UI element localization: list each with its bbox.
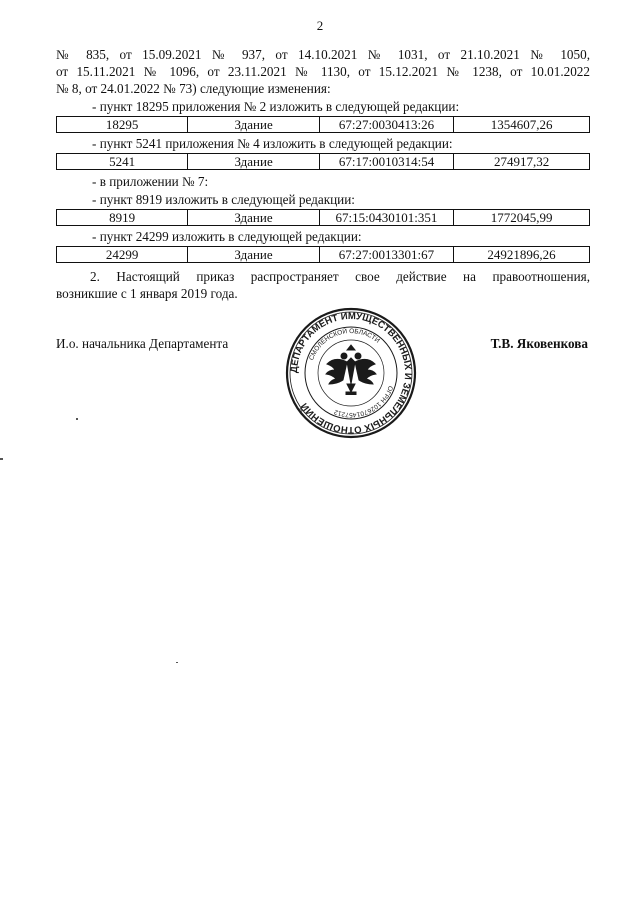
table-row-2	[56, 153, 590, 170]
seal-outer-text: ДЕПАРТАМЕНТ ИМУЩЕСТВЕННЫХ И ЗЕМЕЛЬНЫХ ОТНОШЕНИЙ	[288, 310, 414, 436]
clause-2-line-2: возникшие с 1 января 2019 года.	[56, 286, 238, 301]
row-2-value: 274917,32	[454, 154, 590, 170]
row-1-value: 1354607,26	[454, 117, 590, 133]
row-2-num: 5241	[57, 154, 188, 170]
item-line-2: - пункт 5241 приложения № 4 изложить в следующей редакции:	[92, 136, 453, 151]
clause-2	[56, 268, 590, 302]
row-4-type: Здание	[188, 247, 319, 263]
intro-line-2: от 15.11.2021 № 1096, от 23.11.2021 № 1130, от 15.12.2021 № 1238, от 10.01.2022	[56, 64, 590, 79]
page-number: 2	[316, 18, 324, 33]
table-row-1	[56, 116, 590, 133]
row-3-value: 1772045,99	[454, 210, 590, 226]
scan-artifact	[176, 662, 178, 663]
item-line-4: - пункт 8919 изложить в следующей редакции:	[92, 192, 355, 207]
row-4-value: 24921896,26	[454, 247, 590, 263]
row-3-num: 8919	[57, 210, 188, 226]
seal-ogrn-text: ОГРН 1026701457212	[333, 384, 394, 419]
signatory-name: Т.В. Яковенкова	[490, 336, 588, 351]
row-3-cadastral: 67:15:0430101:351	[319, 210, 453, 226]
official-seal-icon	[284, 306, 418, 440]
row-2-type: Здание	[188, 154, 320, 170]
scan-artifact	[0, 458, 3, 460]
row-1-cadastral: 67:27:0030413:26	[319, 117, 453, 133]
item-line-1: - пункт 18295 приложения № 2 изложить в следующей редакции:	[92, 99, 460, 114]
row-2-cadastral: 67:17:0010314:54	[319, 154, 453, 170]
signatory-title: И.о. начальника Департамента	[56, 336, 229, 351]
table-row-3	[56, 209, 590, 226]
scan-artifact	[76, 418, 78, 420]
clause-2-line-1: 2. Настоящий приказ распространяет свое действие на правоотношения,	[90, 269, 590, 284]
intro-paragraph	[56, 46, 590, 97]
item-line-5: - пункт 24299 изложить в следующей редакции:	[92, 229, 362, 244]
table-row-4	[56, 246, 590, 263]
row-4-cadastral: 67:27:0013301:67	[319, 247, 453, 263]
seal-inner-text: СМОЛЕНСКОЙ ОБЛАСТИ	[308, 327, 381, 362]
coat-of-arms-icon	[326, 345, 376, 395]
row-1-num: 18295	[57, 117, 188, 133]
intro-line-3: № 8, от 24.01.2022 № 73) следующие изменения:	[56, 81, 331, 96]
item-line-3: - в приложении № 7:	[92, 174, 209, 189]
intro-line-1: № 835, от 15.09.2021 № 937, от 14.10.2021 № 1031, от 21.10.2021 № 1050,	[56, 47, 590, 62]
row-4-num: 24299	[57, 247, 188, 263]
row-3-type: Здание	[188, 210, 319, 226]
row-1-type: Здание	[188, 117, 319, 133]
